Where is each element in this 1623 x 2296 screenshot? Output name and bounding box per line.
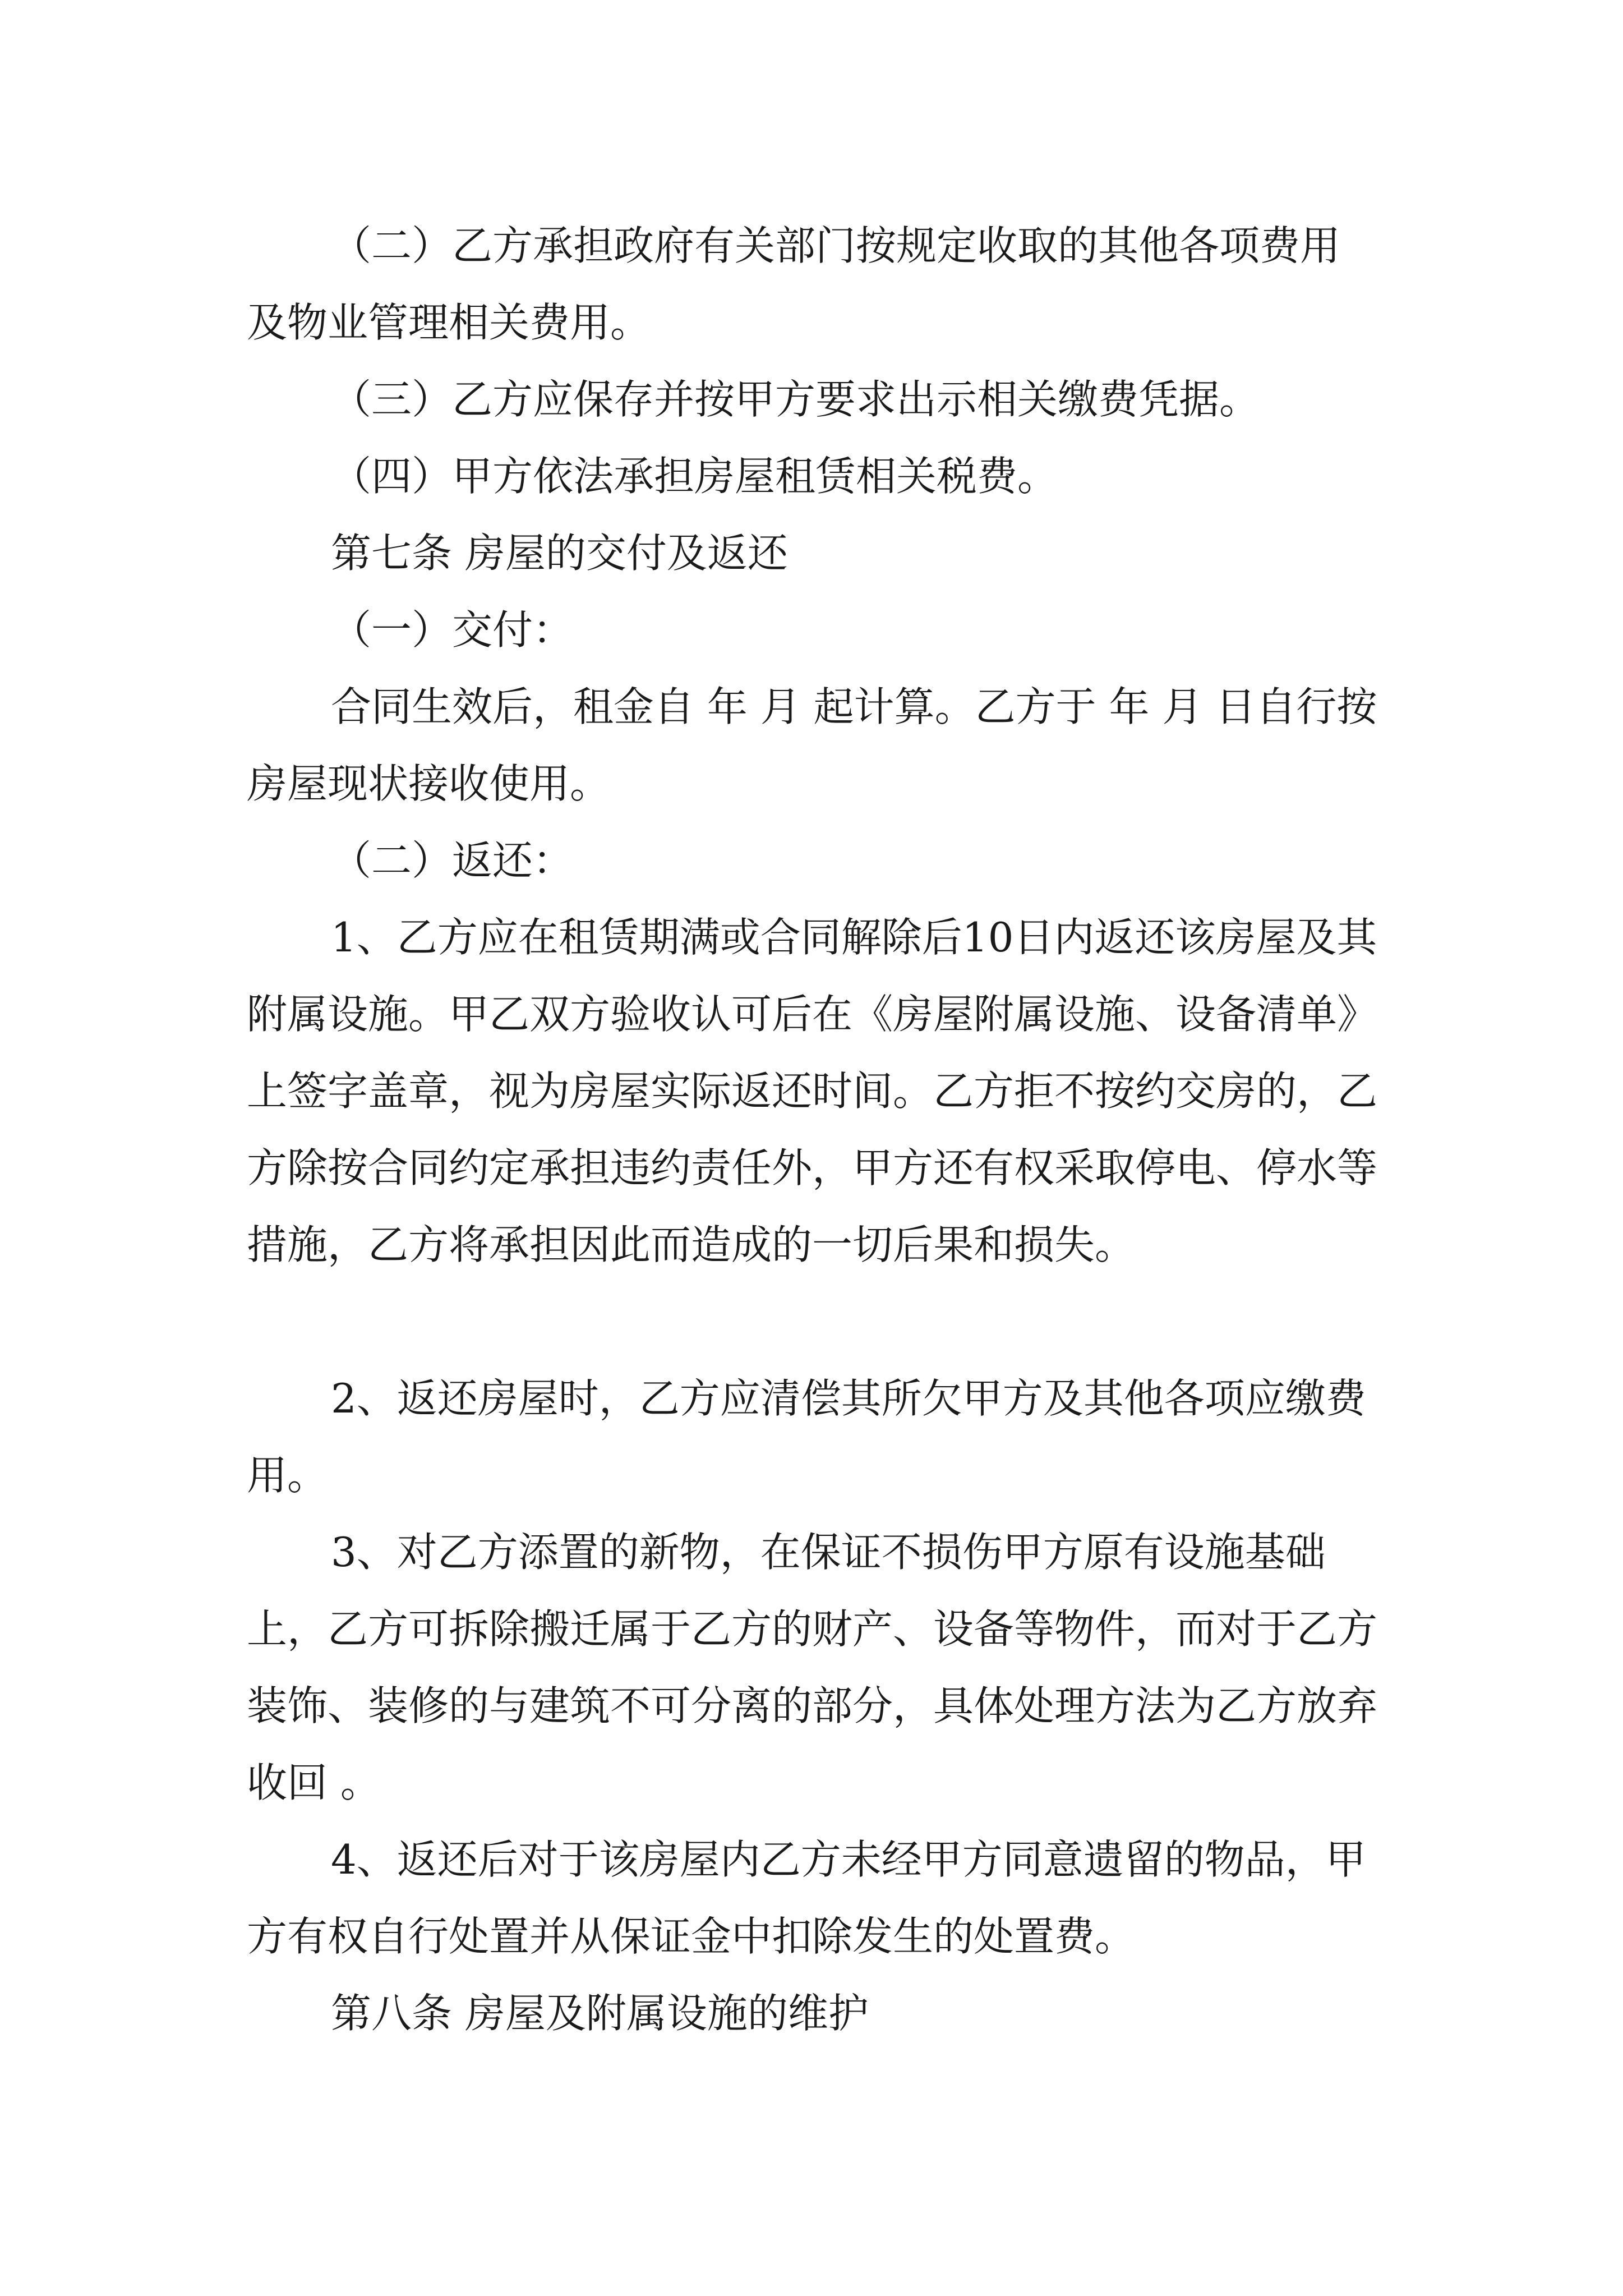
paragraph-payment-receipts: （三）乙方应保存并按甲方要求出示相关缴费凭据。 (331, 376, 1260, 423)
article-7-heading: 第七条 房屋的交付及返还 (331, 530, 788, 577)
section-delivery-heading: （一）交付： (331, 606, 574, 654)
paragraph-fee-obligations: （二）乙方承担政府有关部门按规定收取的其他各项费用及物业管理相关费用。 (247, 222, 1341, 346)
article-8-heading: 第八条 房屋及附属设施的维护 (331, 1990, 869, 2037)
paragraph-return-item-2: 2、返还房屋时，乙方应清偿其所欠甲方及其他各项应缴费用。 (247, 1375, 1366, 1499)
paragraph-return-item-4: 4、返还后对于该房屋内乙方未经甲方同意遗留的物品，甲方有权自行处置并从保证金中扣除发生的处置费。 (247, 1836, 1366, 1960)
paragraph-lessor-taxes: （四）甲方依法承担房屋租赁相关税费。 (331, 453, 1058, 500)
paragraph-delivery-terms: 合同生效后，租金自 年 月 起计算。乙方于 年 月 日自行按房屋现状接收使用。 (247, 683, 1377, 807)
section-return-heading: （二）返还： (331, 837, 574, 884)
paragraph-return-item-3: 3、对乙方添置的新物，在保证不损伤甲方原有设施基础上，乙方可拆除搬迁属于乙方的财产、设备等物件，而对于乙方装饰、装修的与建筑不可分离的部分，具体处理方法为乙方放弃收回 。 (247, 1529, 1378, 1806)
paragraph-return-item-1: 1、乙方应在租赁期满或合同解除后10日内返还该房屋及其附属设施。甲乙双方验收认可后在《房屋附属设施、设备清单》上签字盖章，视为房屋实际返还时间。乙方拒不按约交房的，乙方除按合同约定承担违约责任外，甲方还有权采取停电、停水等措施，乙方将承担因此而造成的一切后果和损失。 (247, 914, 1378, 1268)
